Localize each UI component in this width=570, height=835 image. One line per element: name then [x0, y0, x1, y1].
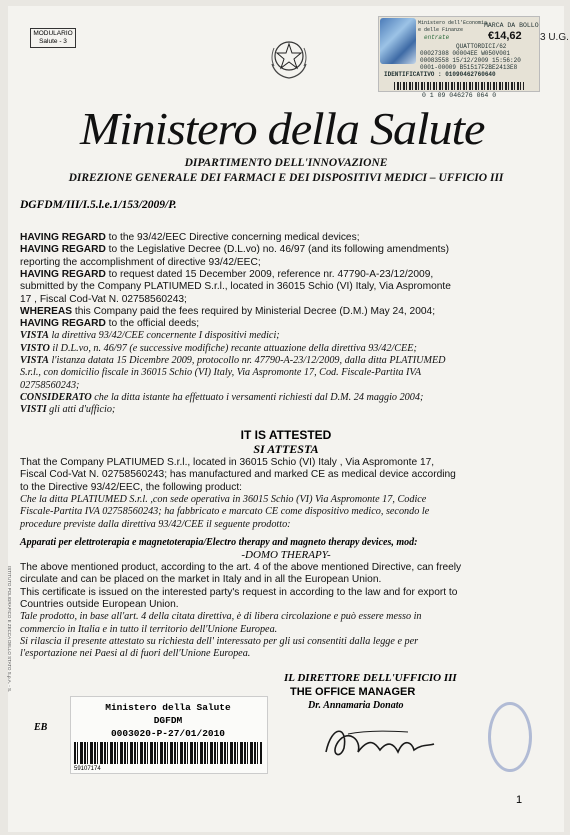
office-seal-icon — [488, 702, 532, 772]
product-description: Apparati per elettroterapia e magnetoterapia/Electro therapy and magneto therapy devices, mod: — [20, 537, 418, 548]
department-name: DIPARTIMENTO DELL'INNOVAZIONE — [184, 157, 388, 169]
regard-keyword: VISTA — [20, 355, 49, 366]
regard-line — [20, 318, 199, 330]
printer-note: ISTITUTO POLIGRAFICO E ZECCA DELLO STATO S.p.A. - S. — [7, 566, 12, 693]
signature-role-it: IL DIRETTORE DELL'UFFICIO III — [284, 672, 457, 684]
protocol-ministry: Ministero della Salute — [105, 702, 231, 713]
stamp-barcode — [394, 82, 524, 90]
stamp-line4: IDENTIFICATIVO : 01090462760640 — [384, 71, 496, 78]
regard-keyword: HAVING REGARD — [20, 318, 106, 330]
regard-line — [20, 343, 417, 355]
attest-line — [20, 506, 429, 518]
closing-line — [20, 624, 277, 636]
reference-number: DGFDM/III/I.5.l.e.1/153/2009/P. — [20, 199, 177, 211]
attest-line — [20, 494, 426, 506]
page-number: 1 — [516, 794, 523, 806]
regard-text: to the official deeds; — [105, 318, 200, 330]
regard-text: 02758560243; — [20, 379, 80, 391]
regard-text: la direttiva 93/42/CEE concernente I dispositivi medici; — [48, 330, 280, 342]
regard-text: reporting the accomplishment of directive 93/42/EEC; — [20, 256, 261, 268]
protocol-number: 0003020-P-27/01/2010 — [110, 728, 226, 739]
attest-text: Che la ditta PLATIUMED S.r.l. ,con sede operativa in 36015 Schio (VI) Via Aspromonte 17, Codice — [20, 493, 427, 505]
signature-role-en: THE OFFICE MANAGER — [290, 686, 416, 698]
regard-line — [20, 367, 421, 379]
stamp-words: QUATTORDICI/62 — [456, 43, 507, 50]
regard-keyword: HAVING REGARD — [20, 232, 106, 243]
stamp-line2: 00083558 15/12/2009 15:56:20 — [420, 57, 521, 64]
stamp-issuer: Ministero dell'Economia e delle Finanze — [418, 20, 488, 33]
attest-text: That the Company PLATIUMED S.r.l., located in 36015 Schio (VI) Italy , Via Aspromonte 17, — [20, 457, 435, 468]
attest-text: Fiscale-Partita IVA 02758560243; ha fabbricato e marcato CE come dispositivo medico, secondo le — [20, 506, 430, 518]
closing-text: commercio in Italia e in tutto il territorio dell'Unione Europea. — [20, 623, 278, 635]
attest-text: procedure previste dalla direttiva 93/42/CEE il seguente prodotto: — [20, 518, 291, 530]
closing-line — [20, 611, 422, 623]
directorate-name: DIREZIONE GENERALE DEI FARMACI E DEI DISPOSITIVI MEDICI – UFFICIO III — [68, 172, 504, 184]
regard-text: to the 93/42/EEC Directive concerning medical devices; — [105, 232, 360, 243]
regard-line — [20, 257, 261, 269]
protocol-barcode — [74, 742, 262, 764]
regard-line — [20, 232, 360, 244]
handwritten-signature-icon — [318, 714, 438, 764]
closing-text: Si rilascia il presente attestato su richiesta dell' interessato per gli usi consentiti dalla legge e per — [20, 635, 419, 647]
closing-text: Tale prodotto, in base all'art. 4 della citata direttiva, è di libera circolazione e può essere messo in — [20, 611, 422, 623]
ministry-title: Ministero della Salute — [80, 103, 485, 154]
closing-line — [20, 574, 381, 586]
stamp-barcode-digits: 0 1 09 046276 064 0 — [422, 92, 497, 99]
regard-line — [20, 380, 79, 392]
regard-line — [20, 294, 187, 306]
regard-line — [20, 244, 449, 256]
closing-text: Countries outside European Union. — [20, 598, 179, 610]
regard-line — [20, 330, 280, 342]
eb-initials: EB — [34, 722, 48, 733]
attest-line — [20, 469, 456, 481]
closing-text: circulate and can be placed on the market in Italy and in all the European Union. — [20, 574, 382, 586]
regard-text: che la ditta istante ha effettuato i versamenti richiesti dal D.M. 24 maggio 2004; — [91, 391, 424, 403]
stamp-brand: entrate — [424, 34, 450, 41]
closing-line — [20, 562, 461, 574]
regard-line — [20, 404, 115, 416]
attest-text: to the Directive 93/42/EEC, the following product: — [20, 481, 242, 493]
closing-line — [20, 599, 179, 611]
regard-line — [20, 306, 435, 318]
modulario-box — [30, 28, 76, 48]
stamp-line3: 0001-00009 B51517F2BE2413E8 — [420, 64, 518, 71]
attest-text: Fiscal Cod-Vat N. 02758560243; has manufactured and marked CE as medical device according — [20, 469, 456, 481]
attest-line — [20, 519, 291, 531]
stamp-line1: 00027308 00004EE W050V001 — [420, 50, 511, 57]
modulario-label: MODULARIO — [33, 30, 73, 37]
closing-line — [20, 648, 250, 660]
closing-text: The above mentioned product, according to the art. 4 of the above mentioned Directive, can freely — [20, 562, 462, 573]
modulario-form: Salute - 3 — [39, 38, 67, 45]
stamp-type: MARCA DA BOLLO — [484, 22, 539, 29]
regard-keyword: VISTO — [20, 342, 50, 354]
regard-line — [20, 281, 451, 293]
regard-keyword: VISTI — [20, 404, 47, 416]
regard-line — [20, 355, 446, 367]
attest-line — [20, 457, 434, 469]
regard-text: il D.L.vo, n. 46/97 (e successive modifiche) recante attuazione della direttiva 93/42/CEE; — [49, 342, 417, 354]
signature-name: Dr. Annamaria Donato — [308, 700, 404, 711]
protocol-barcode-number: 59107174 — [74, 766, 101, 772]
regard-text: this Company paid the fees required by Ministerial Decree (D.M.) May 24, 2004; — [72, 305, 436, 317]
regard-line — [20, 392, 423, 404]
document-page — [7, 6, 569, 832]
attest-line — [20, 482, 242, 494]
closing-text: l'esportazione nei Paesi al di fuori dell'Unione Europea. — [20, 648, 251, 660]
regard-keyword: HAVING REGARD — [20, 244, 106, 256]
regard-text: S.r.l., con domicilio fiscale in 36015 Schio (VI) Italy, Via Aspromonte 17, Cod. Fiscale-Partita IVA — [20, 367, 422, 379]
closing-line — [20, 587, 457, 599]
italian-emblem-icon — [266, 34, 312, 80]
regard-line — [20, 269, 433, 281]
regard-text: submitted by the Company PLATIUMED S.r.l., located in 36015 Schio (VI) Italy, Via Aspromonte — [20, 281, 451, 293]
regard-keyword: WHEREAS — [20, 305, 73, 317]
closing-text: This certificate is issued on the interested party's request in according to the law and for export to — [20, 586, 458, 598]
corner-code: 3 U.G. — [540, 32, 569, 43]
regard-text: to request dated 15 December 2009, reference nr. 47790-A-23/12/2009, — [105, 268, 434, 280]
stamp-artwork-icon — [380, 18, 416, 64]
protocol-office: DGFDM — [153, 715, 183, 726]
regard-text: to the Legislative Decree (D.L.vo) no. 46/97 (and its following amendments) — [105, 244, 450, 256]
closing-line — [20, 636, 418, 648]
attested-heading-it: SI ATTESTA — [253, 442, 319, 456]
product-model: -DOMO THERAPY- — [241, 549, 331, 561]
regard-keyword: CONSIDERATO — [20, 391, 92, 403]
attested-heading-en: IT IS ATTESTED — [240, 428, 332, 442]
regard-keyword: VISTA — [20, 330, 49, 342]
regard-keyword: HAVING REGARD — [20, 268, 106, 280]
stamp-amount: €14,62 — [488, 30, 522, 42]
regard-text: gli atti d'ufficio; — [46, 404, 116, 416]
regard-text: 17 , Fiscal Cod-Vat N. 02758560243; — [20, 293, 187, 305]
regard-text: l'istanza datata 15 Dicembre 2009, protocollo nr. 47790-A-23/12/2009, dalla ditta PLATIUMED — [48, 355, 446, 366]
